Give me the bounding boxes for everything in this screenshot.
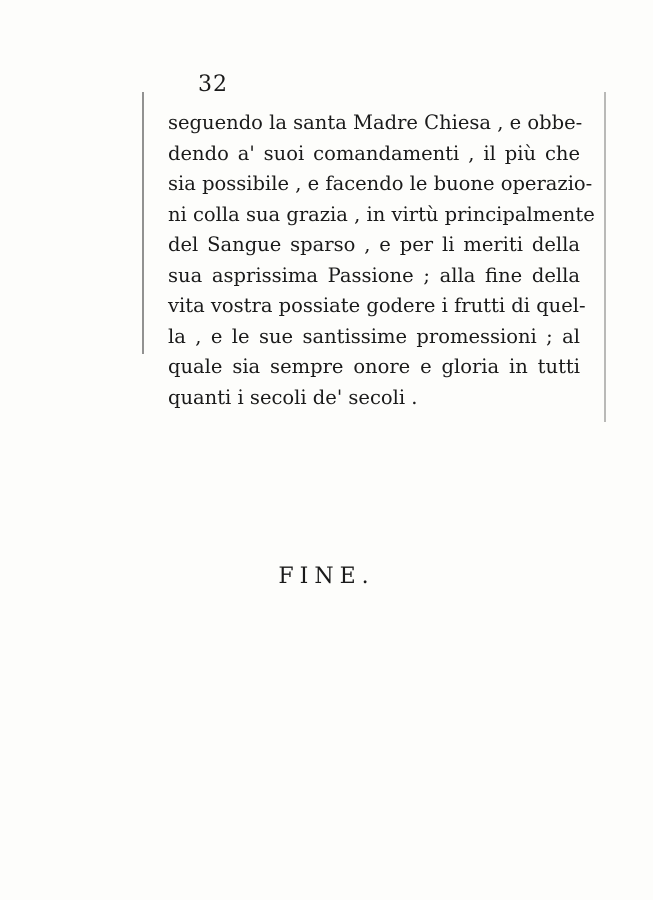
closing-word: FINE. <box>278 564 375 589</box>
text-line: quanti i secoli de' secoli . <box>168 385 418 409</box>
text-line: sua asprissima Passione ; alla fine della <box>168 263 580 287</box>
text-line: ni colla sua grazia , in virtù principalmente <box>168 202 595 226</box>
scan-edge-mark-left <box>142 92 144 354</box>
text-line: sia possibile , e facendo le buone operazio- <box>168 172 593 195</box>
text-line: seguendo la santa Madre Chiesa , e obbe- <box>168 111 583 134</box>
text-line: la , e le sue santissime promessioni ; al <box>168 324 580 348</box>
text-line: quale sia sempre onore e gloria in tutti <box>168 355 580 378</box>
text-line: vita vostra possiate godere i frutti di quel- <box>168 294 586 317</box>
page-number: 32 <box>198 72 228 97</box>
text-line: dendo a' suoi comandamenti , il più che <box>168 141 580 165</box>
text-line: del Sangue sparso , e per li meriti della <box>168 233 580 256</box>
body-text <box>168 108 595 413</box>
scan-edge-mark-right <box>604 92 606 422</box>
